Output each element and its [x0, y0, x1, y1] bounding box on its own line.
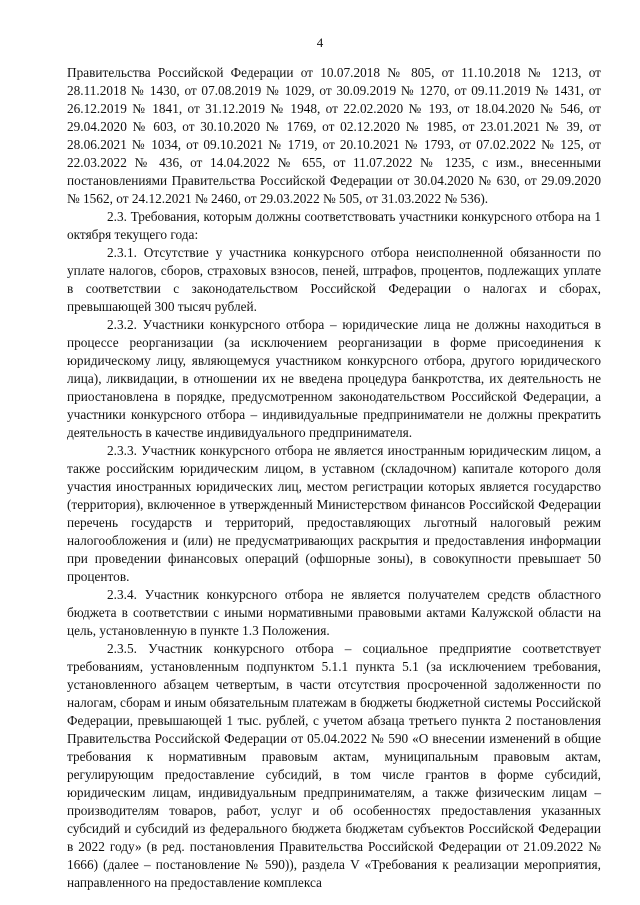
document-body — [67, 64, 601, 892]
paragraph-2-3-4: 2.3.4. Участник конкурсного отбора не является получателем средств областного бюджета в соответствии с иными нормативными правовыми актами Калужской области на цель, установленную в пункте 1.3 Положения. — [67, 587, 601, 638]
paragraph-2-3-5: 2.3.5. Участник конкурсного отбора – социальное предприятие соответствует требованиям, установленным подпунктом 5.1.1 пункта 5.1 (за исключением требования, установленного абзацем четвертым, в части отсутствия просроченной задолженности по налогам, сборам и иным обязательным платежам в бюджеты бюджетной системы Российской Федерации, превышающей 1 тыс. рублей, с учетом абзаца третьего пункта 2 постановления Правительства Российской Федерации от 05.04.2022 № 590 «О внесении изменений в общие требования к нормативным правовым актам, муниципальным правовым актам, регулирующим предоставление субсидий, в том числе грантов в форме субсидий, юридическим лицам, индивидуальным предпринимателям, а также физическим лицам – производителям товаров, работ, услуг и об особенностях предоставления указанных субсидий и субсидий из федерального бюджета бюджетам субъектов Российской Федерации в 2022 году» (в ред. постановления Правительства Российской Федерации от 21.09.2022 № 1666) (далее – постановление № 590)), раздела V «Требования к реализации мероприятия, направленного на предоставление комплекса — [67, 641, 601, 890]
paragraph-2-3: 2.3. Требования, которым должны соответствовать участники конкурсного отбора на 1 октября текущего года: — [67, 209, 601, 242]
paragraph-continuation: Правительства Российской Федерации от 10.07.2018 № 805, от 11.10.2018 № 1213, от 28.11.2018 № 1430, от 07.08.2019 № 1029, от 30.09.2019 № 1270, от 09.11.2019 № 1431, от 26.12.2019 № 1841, от 31.12.2019 № 1948, от 22.02.2020 № 193, от 18.04.2020 № 546, от 29.04.2020 № 603, от 30.10.2020 № 1769, от 02.12.2020 № 1985, от 23.01.2021 № 39, от 28.06.2021 № 1034, от 09.10.2021 № 1719, от 20.10.2021 № 1793, от 07.02.2022 № 125, от 22.03.2022 № 436, от 14.04.2022 № 655, от 11.07.2022 № 1235, с изм., внесенными постановлениями Правительства Российской Федерации от 30.04.2020 № 630, от 29.09.2020 № 1562, от 24.12.2021 № 2460, от 29.03.2022 № 505, от 31.03.2022 № 536). — [67, 65, 601, 206]
page-number: 4 — [316, 35, 324, 50]
paragraph-2-3-2: 2.3.2. Участники конкурсного отбора – юридические лица не должны находиться в процессе реорганизации (за исключением реорганизации в форме присоединения к юридическому лицу, являющемуся участником конкурсного отбора, другого юридического лица), ликвидации, в отношении их не введена процедура банкротства, их деятельность не приостановлена в порядке, предусмотренном законодательством Российской Федерации, а участники конкурсного отбора – индивидуальные предприниматели не должны прекратить деятельность в качестве индивидуального предпринимателя. — [67, 317, 601, 440]
paragraph-2-3-1: 2.3.1. Отсутствие у участника конкурсного отбора неисполненной обязанности по уплате налогов, сборов, страховых взносов, пеней, штрафов, процентов, подлежащих уплате в соответствии с законодательством Российской Федерации о налогах и сборах, превышающей 300 тысяч рублей. — [67, 245, 601, 314]
paragraph-2-3-3: 2.3.3. Участник конкурсного отбора не является иностранным юридическим лицом, а также российским юридическим лицом, в уставном (складочном) капитале которого доля участия иностранных юридических лиц, местом регистрации которых является государство (территория), включенное в утвержденный Министерством финансов Российской Федерации перечень государств и территорий, предоставляющих льготный налоговый режим налогообложения и (или) не предусматривающих раскрытия и предоставления информации при проведении финансовых операций (офшорные зоны), в совокупности превышает 50 процентов. — [67, 443, 601, 584]
